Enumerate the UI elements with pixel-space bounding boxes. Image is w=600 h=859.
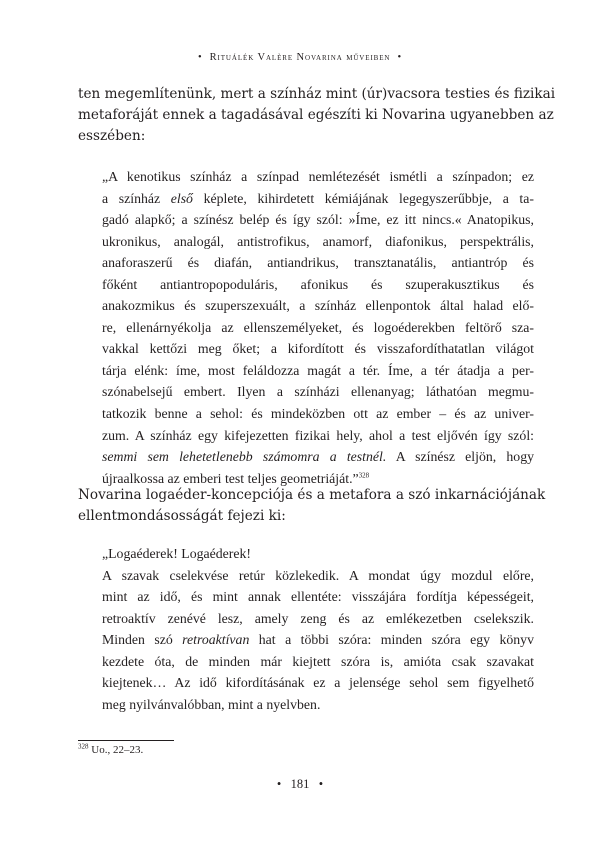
- quote-line: [102, 629, 534, 651]
- quote-line: meg nyilvánvalóbban, mint a nyelvben.: [102, 696, 321, 712]
- footnote-number: 328: [78, 742, 89, 751]
- quote-text: hat a többi szóra: minden szóra egy könyv: [249, 632, 534, 648]
- quote-line: vakkal kettőzi meg őket; a kifordított és visszafordíthatatlan világot: [102, 341, 534, 357]
- quote-line: anaforaszerű és diafán, antiandrikus, transztanatális, antiantróp és: [102, 255, 534, 271]
- quote-text: A színész eljön, hogy: [386, 449, 534, 465]
- block-quote-2: [102, 543, 534, 715]
- running-header: [0, 52, 600, 63]
- page-number-bullet-left: •: [276, 777, 282, 791]
- quote-text: Minden szó: [102, 632, 183, 648]
- quote-line: főként antiantropopoduláris, afonikus és szuperakusztikus és: [102, 276, 534, 292]
- quote-text: újraalkossa az emberi test teljes geometriáját.”: [102, 470, 359, 486]
- header-title: Rituálék Valère Novarina műveiben: [209, 52, 391, 63]
- quote-line: A szavak cselekvése retúr közlekedik. A mondat úgy mozdul előre,: [102, 567, 534, 583]
- paragraph-line: esszében:: [78, 128, 146, 144]
- quote-text: a színház: [102, 190, 171, 206]
- quote-line: „A kenotikus színház a színpad nemlétezését ismétli a színpadon; ez: [102, 169, 534, 184]
- quote-emphasis: retroaktívan: [182, 632, 250, 648]
- quote-line: zum. A színház egy kifejezetten fizikai hely, ahol a test eljővén így szól:: [102, 427, 534, 443]
- page-number-value: 181: [290, 777, 310, 791]
- header-bullet-left: •: [197, 52, 203, 63]
- quote-line: mint az idő, és mint annak ellentéte: visszájára fordítja képességeit,: [102, 589, 534, 605]
- quote-line: [102, 446, 534, 468]
- quote-line: anakozmikus és szuperszexuált, a színház ellenpontok által halad elő-: [102, 298, 534, 314]
- quote-emphasis: első: [170, 190, 193, 206]
- header-bullet-right-text: •: [397, 52, 403, 63]
- quote-line: kezdete óta, de minden már kiejtett szóra is, amióta csak szavakat: [102, 653, 534, 669]
- quote-emphasis: semmi sem lehetetlenebb számomra a testnél.: [102, 449, 387, 465]
- quote-line: tárja elénk: íme, most feláldozza magát a tér. Íme, a tér átadja a per-: [102, 362, 534, 378]
- quote-line: gadó alapkő; a színész belép és így szól: »Íme, ez itt nincs.« Anatopikus,: [102, 212, 534, 228]
- quote-line: [102, 188, 534, 210]
- paragraph-line: ellentmondásosságát fejezi ki:: [78, 508, 286, 524]
- footnote: [78, 744, 143, 756]
- paragraph-2: [78, 485, 546, 527]
- footnote-reference[interactable]: 328: [358, 471, 370, 480]
- paragraph-line: ten megemlítenünk, mert a színház mint (úr)vacsora testies és fizikai: [78, 86, 556, 102]
- quote-line: tatkozik benne a sehol: és mindeközben ott az ember – és az univer-: [102, 406, 534, 422]
- paragraph-1: [78, 84, 556, 147]
- block-quote-1: [102, 166, 534, 489]
- page-number: [0, 777, 600, 792]
- quote-line: kiejtenek… Az idő kifordításának ez a jelensége sehol sem figyelhető: [102, 675, 534, 691]
- quote-line: re, ellenárnyékolja az ellenszemélyeket, és logoéderekben feltörő sza-: [102, 319, 534, 335]
- footnote-divider: [78, 740, 174, 741]
- page-number-bullet-right: •: [318, 777, 324, 791]
- quote-line: retroaktív zenévé lesz, amely zeng és az emlékezetben cselekszik.: [102, 610, 534, 626]
- quote-text: képlete, kihirdetett kémiájának legegyszerűbbje, a ta-: [192, 190, 534, 206]
- quote-line: szónabelsejű embert. Ilyen a színházi ellenanyag; láthatóan megmu-: [102, 384, 534, 400]
- paragraph-line: metaforáját ennek a tagadásával egészíti ki Novarina ugyanebben az: [78, 107, 554, 123]
- footnote-text: Uo., 22–23.: [88, 744, 144, 756]
- paragraph-line: Novarina logaéder-koncepciója és a metafora a szó inkarnációjának: [78, 487, 546, 503]
- quote-line: „Logaéderek! Logaéderek!: [102, 546, 251, 561]
- quote-line: ukronikus, analogál, antistrofikus, anamorf, diafonikus, perspektrális,: [102, 233, 534, 249]
